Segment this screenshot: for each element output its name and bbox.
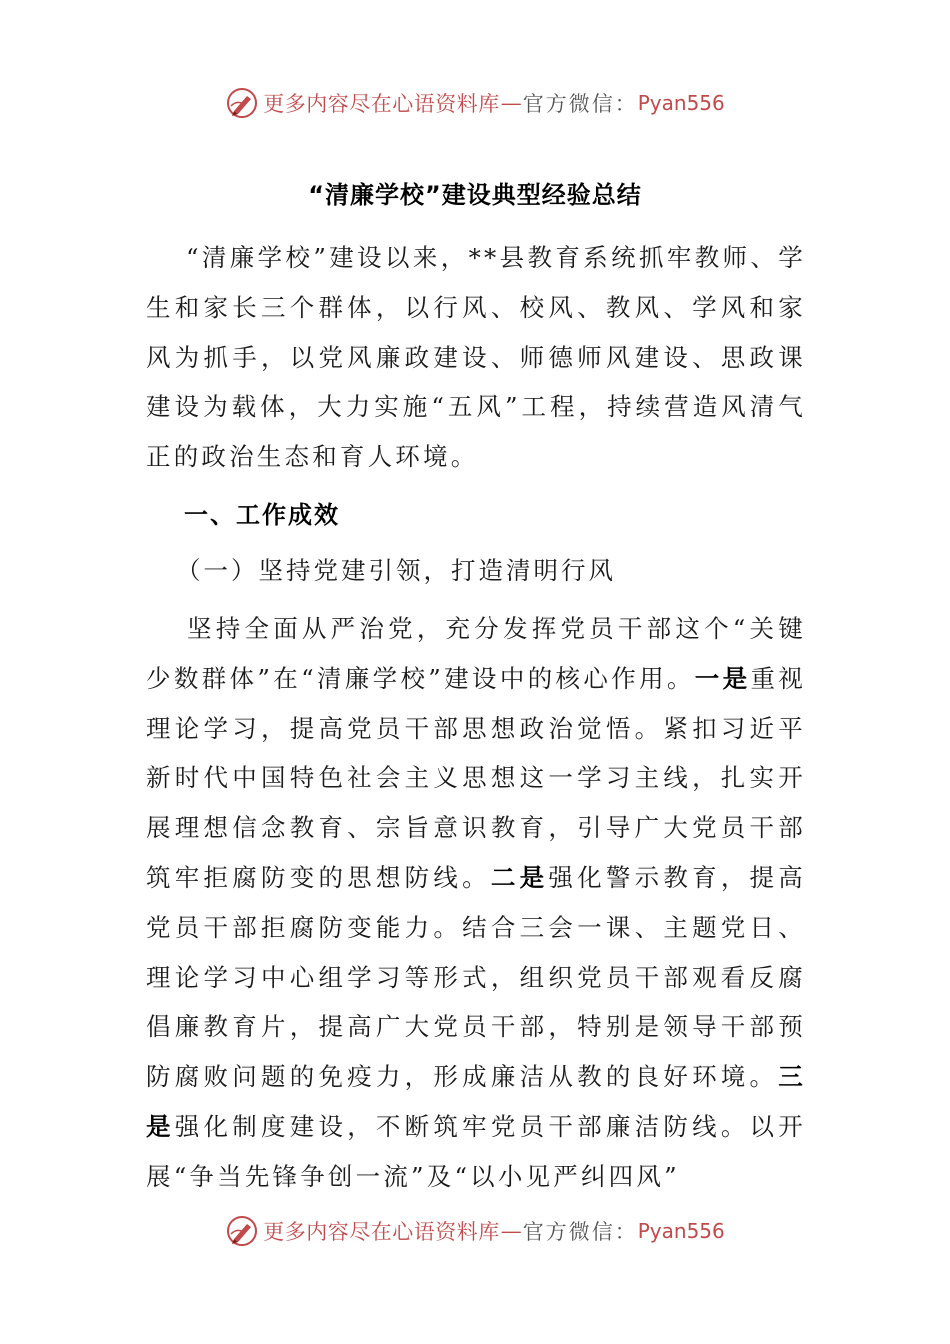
intro-paragraph bbox=[146, 233, 806, 482]
bold-marker: 二是 bbox=[490, 862, 549, 892]
paragraph-text: 强化制度建设，不断筑牢党员干部廉洁防线。以开展“争当先锋争创一流”及“以小见严纠四风” bbox=[146, 1111, 806, 1191]
bold-marker: 一是 bbox=[694, 663, 751, 693]
banner-wechat-id: Pyan556 bbox=[637, 91, 725, 115]
section-heading: 一、工作成效 bbox=[184, 501, 340, 529]
footer-banner bbox=[0, 1211, 950, 1251]
banner-subtext: 官方微信： bbox=[522, 1220, 638, 1244]
header-banner bbox=[0, 83, 950, 123]
bold-marker: 三是 bbox=[146, 1062, 806, 1141]
banner-dash: — bbox=[500, 1219, 522, 1243]
banner-text: 更多内容尽在心语资料库 bbox=[263, 1220, 500, 1244]
banner-subtext: 官方微信： bbox=[522, 92, 638, 116]
document-title: “清廉学校”建设典型经验总结 bbox=[308, 181, 642, 209]
paragraph-text: 坚持全面从严治党，充分发挥党员干部这个“关键少数群体”在“清廉学校”建设中的核心作用。 bbox=[146, 614, 806, 693]
pen-logo-icon bbox=[225, 1214, 259, 1248]
intro-text: “清廉学校”建设以来，**县教育系统抓牢教师、学生和家长三个群体，以行风、校风、教风、学风和家风为抓手，以党风廉政建设、师德师风建设、思政课建设为载体，大力实施“五风”工程，持续营造风清气正的政治生态和育人环境。 bbox=[146, 243, 806, 472]
pen-logo-icon bbox=[225, 86, 259, 120]
paragraph-text: 重视理论学习，提高党员干部思想政治觉悟。紧扣习近平新时代中国特色社会主义思想这一学习主线，扎实开展理想信念教育、宗旨意识教育，引导广大党员干部筑牢拒腐防变的思想防线。 bbox=[146, 663, 806, 892]
banner-text: 更多内容尽在心语资料库 bbox=[263, 92, 500, 116]
banner-wechat-id: Pyan556 bbox=[637, 1219, 725, 1243]
banner-dash: — bbox=[500, 91, 522, 115]
subsection-heading: （一）坚持党建引领，打造清明行风 bbox=[176, 556, 616, 585]
paragraph-text: 强化警示教育，提高党员干部拒腐防变能力。结合三会一课、主题党日、理论学习中心组学习等形式，组织党员干部观看反腐倡廉教育片，提高广大党员干部，特别是领导干部预防腐败问题的免疫力，形成廉洁从教的良好环境。 bbox=[146, 862, 806, 1092]
body-paragraph bbox=[146, 604, 806, 1202]
